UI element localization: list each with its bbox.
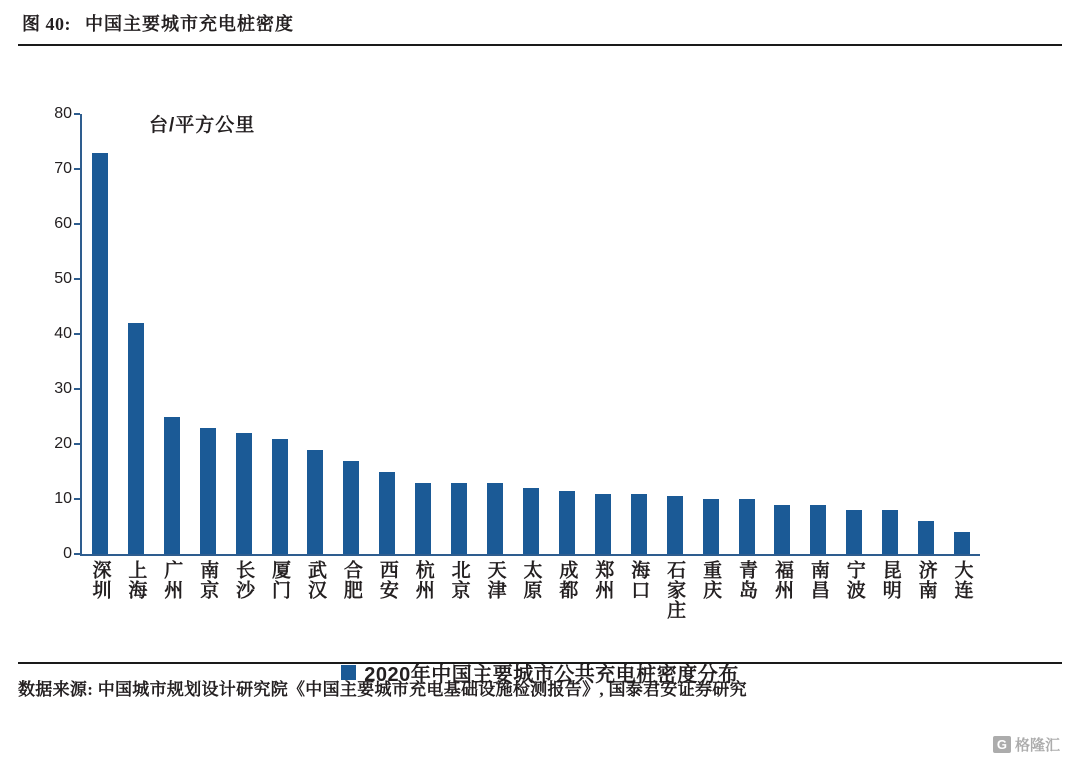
bar-slot [908,114,944,554]
bar [451,483,467,555]
watermark-badge-icon: G [993,736,1011,753]
y-axis-tick-label: 50 [54,270,72,287]
bar-slot [621,114,657,554]
bar [343,461,359,555]
bar [774,505,790,555]
x-axis-category-label: 青岛 [736,560,758,600]
bar-slot [154,114,190,554]
y-axis-tick-label: 80 [54,105,72,122]
x-axis-category-label: 昆明 [879,560,901,600]
x-axis-category-label: 西安 [376,560,398,600]
y-axis-tick-mark [74,553,80,555]
bar [236,433,252,554]
y-axis-tick-mark [74,333,80,335]
bar-slot [262,114,298,554]
x-axis-labels [82,560,980,650]
y-axis-tick-mark [74,168,80,170]
y-axis-tick-label: 70 [54,160,72,177]
bar-chart [18,46,1062,686]
bar [487,483,503,555]
bar [918,521,934,554]
bar [559,491,575,554]
bar-slot [729,114,765,554]
x-axis-category-label: 成都 [556,560,578,600]
legend-label: 2020年中国主要城市公共充电桩密度分布 [364,664,739,686]
x-axis-category-label: 海口 [628,560,650,600]
x-axis-category-label: 太原 [520,560,542,600]
y-axis-tick-mark [74,113,80,115]
bar-slot [441,114,477,554]
y-axis-tick-label: 20 [54,435,72,452]
y-axis-tick-mark [74,388,80,390]
watermark [993,734,1060,755]
y-axis-tick-label: 0 [63,545,72,562]
bar-slot [657,114,693,554]
x-axis-category-label: 上海 [125,560,147,600]
y-axis-unit-label: 台/平方公里 [149,115,256,136]
y-axis-tick-label: 60 [54,215,72,232]
bar [810,505,826,555]
x-axis-category-label: 深圳 [89,560,111,600]
bar [954,532,970,554]
source-note [18,662,1062,705]
x-axis-category-label: 长沙 [233,560,255,600]
bar-slot [190,114,226,554]
x-axis-line [80,554,980,556]
bar [272,439,288,555]
bar [846,510,862,554]
bar-slot [118,114,154,554]
bar [415,483,431,555]
bar-slot [872,114,908,554]
bar-slot [298,114,334,554]
bar-slot [82,114,118,554]
bar [703,499,719,554]
x-axis-category-label: 天津 [484,560,506,600]
x-axis-category-label: 宁波 [843,560,865,600]
x-axis-category-label: 北京 [448,560,470,600]
bar [882,510,898,554]
y-axis-tick-label: 30 [54,380,72,397]
bar-slot [513,114,549,554]
bar [164,417,180,555]
y-axis-tick-mark [74,443,80,445]
x-axis-category-label: 石家庄 [664,560,686,620]
bar [667,496,683,554]
x-axis-category-label: 武汉 [304,560,326,600]
x-axis-category-label: 杭州 [412,560,434,600]
source-text: 数据来源: 中国城市规划设计研究院《中国主要城市充电基础设施检测报告》, 国泰君安证券研究 [18,680,747,699]
bar-slot [549,114,585,554]
x-axis-category-label: 厦门 [269,560,291,600]
bar [307,450,323,555]
watermark-text: 格隆汇 [1014,737,1060,754]
bar-slot [585,114,621,554]
bar-slot [226,114,262,554]
bar-slot [693,114,729,554]
bar-slot [764,114,800,554]
x-axis-category-label: 济南 [915,560,937,600]
x-axis-category-label: 南京 [197,560,219,600]
y-axis-tick-mark [74,223,80,225]
bar-slot [333,114,369,554]
y-axis-tick-mark [74,278,80,280]
x-axis-category-label: 南昌 [807,560,829,600]
bar-slot [477,114,513,554]
bar-slot [836,114,872,554]
x-axis-category-label: 大连 [951,560,973,600]
figure-header [18,0,1062,46]
x-axis-category-label: 广州 [161,560,183,600]
bar-slot [944,114,980,554]
bar [200,428,216,555]
y-axis-tick-label: 10 [54,490,72,507]
x-axis-category-label: 郑州 [592,560,614,600]
bar-slot [369,114,405,554]
figure-title: 中国主要城市充电桩密度 [85,14,294,34]
y-axis-tick-mark [74,498,80,500]
x-axis-category-label: 重庆 [700,560,722,600]
figure-number: 图 40: [22,14,71,34]
bar [595,494,611,555]
bar [379,472,395,555]
bar [523,488,539,554]
bar-slot [405,114,441,554]
x-axis-category-label: 合肥 [340,560,362,600]
bar [631,494,647,555]
bar-slot [800,114,836,554]
bar [128,323,144,554]
bar [92,153,108,555]
bar [739,499,755,554]
bar-series [82,114,980,554]
y-axis-tick-label: 40 [54,325,72,342]
x-axis-category-label: 福州 [771,560,793,600]
